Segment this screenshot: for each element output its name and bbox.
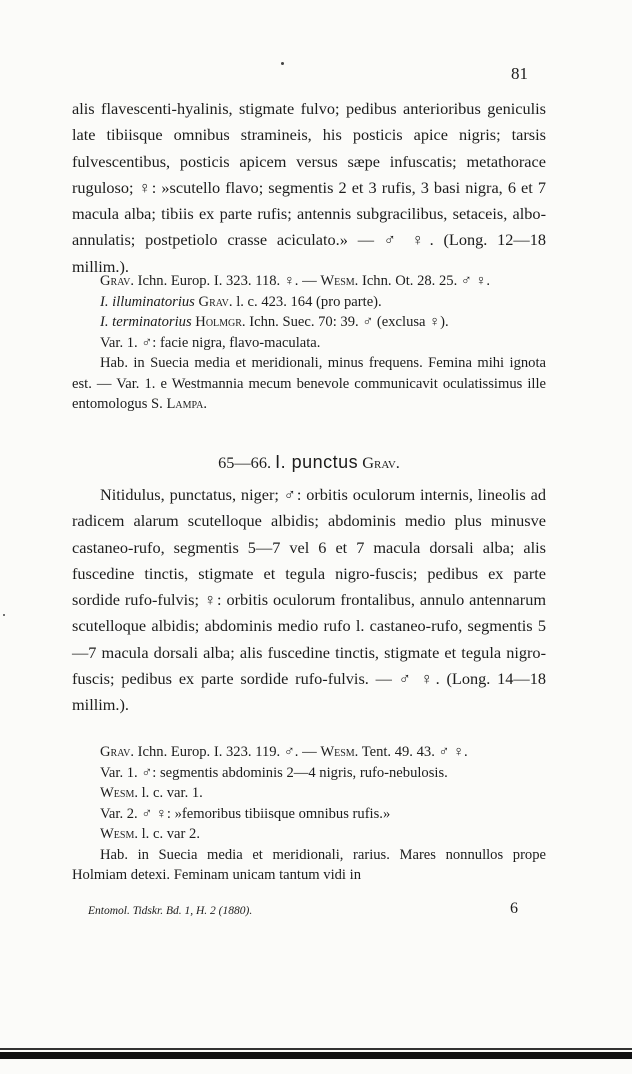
bottom-rule bbox=[0, 1052, 632, 1059]
author-grav: Grav. bbox=[100, 744, 135, 760]
habitat-2: Hab. in Suecia media et meridionali, rarius. Mares nonnullos prope Holmiam detexi. Feminam unicam tantum vidi in bbox=[72, 846, 546, 883]
author-wesm: Wesm. bbox=[320, 273, 359, 289]
author-holmgr: Holmgr. bbox=[195, 314, 246, 330]
speck-mark bbox=[3, 614, 5, 616]
text-block-1 bbox=[72, 96, 546, 280]
description-continued: alis flavescenti-hyalinis, stigmate fulvo; pedibus anterioribus geniculis late tibiisque omnibus stramineis, his posticis apice nigris; tarsis fulvescentibus, posticis apicem versus sæpe infuscatis; metathorace ruguloso; ♀: »scutello flavo; segmentis 2 et 3 rufis, 3 basi nigra, 6 et 7 macula alba; tibiis ex parte rufis; antennis subgracilibus, setaceis, albo-annulatis; postpetiolo crasse aciculato.» — ♂ ♀. (Long. 12—18 millim.). bbox=[72, 99, 546, 276]
species-heading bbox=[72, 452, 546, 473]
journal-reference: Entomol. Tidskr. Bd. 1, H. 2 (1880). bbox=[88, 905, 253, 917]
reference-text: Ichn. Suec. 70: 39. ♂ (exclusa ♀). bbox=[245, 314, 449, 330]
reference-grav-wesm bbox=[72, 271, 546, 292]
references-block-2 bbox=[72, 742, 546, 886]
signature-mark: 6 bbox=[510, 900, 518, 917]
species-title: I. punctus bbox=[275, 452, 359, 472]
reference-illuminatorius bbox=[72, 292, 546, 313]
variety-2: Var. 2. ♂ ♀: »femoribus tibiisque omnibus rufis.» bbox=[100, 805, 391, 822]
reference-text: Ichn. Ot. 28. 25. ♂ ♀. bbox=[358, 273, 491, 289]
reference-wesm-var2 bbox=[72, 824, 546, 845]
variety-1: Var. 1. ♂: facie nigra, flavo-maculata. bbox=[100, 334, 321, 351]
species-name: I. illuminatorius bbox=[100, 293, 195, 310]
page-footer bbox=[88, 900, 548, 917]
species-name: I. terminatorius bbox=[100, 314, 192, 330]
author-wesm: Wesm. bbox=[100, 826, 138, 842]
species-author: Grav. bbox=[362, 453, 400, 472]
reference-text: Ichn. Europ. I. 323. 119. ♂. — bbox=[134, 744, 321, 760]
author-grav: Grav. bbox=[100, 273, 135, 289]
species-number: 65—66. bbox=[218, 453, 272, 472]
reference-wesm-var1 bbox=[72, 783, 546, 804]
species-description: Nitidulus, punctatus, niger; ♂: orbitis oculorum internis, lineolis ad radicem alarum scutelloque albidis; abdominis medio plus minusve castaneo-rufo, segmentis 5—7 vel 6 et 7 macula dorsali alba; alis fuscedine tinctis, stigmate et tegula nigro-fuscis; pedibus ex parte sordide rufo-fulvis; ♀: orbitis oculorum frontalibus, annulo antennarum scutelloque albidis; abdominis medio rufo l. castaneo-rufo, segmentis 5—7 macula dorsali alba; alis fuscedine tinctis, stigmate et tegula nigro-fuscis; pedibus ex parte sordide rufo-fulvis. — ♂ ♀. (Long. 14—18 millim.). bbox=[72, 485, 546, 715]
reference-grav-wesm-2 bbox=[72, 742, 546, 763]
author-wesm: Wesm. bbox=[320, 744, 359, 760]
reference-text: Ichn. Europ. I. 323. 118. ♀. — bbox=[134, 273, 321, 289]
references-block-1 bbox=[72, 271, 546, 415]
habitat-end: . bbox=[203, 396, 208, 412]
variety-1b: Var. 1. ♂: segmentis abdominis 2—4 nigris, rufo-nebulosis. bbox=[100, 764, 448, 781]
text-block-2 bbox=[72, 482, 546, 719]
reference-text: l. c. var. 1. bbox=[137, 785, 203, 801]
reference-text: l. c. 423. 164 (pro parte). bbox=[232, 293, 382, 310]
bottom-rule-thin bbox=[0, 1048, 632, 1050]
reference-terminatorius bbox=[72, 312, 546, 333]
habitat-text: Hab. in Suecia media et meridionali, minus frequens. Femina mihi ignota est. — Var. 1. e Westmannia mecum benevole communicavit oculatissimus ille entomologus S. bbox=[72, 355, 546, 412]
collector-lampa: Lampa bbox=[166, 396, 204, 412]
habitat-1 bbox=[72, 353, 546, 415]
author-grav: Grav. bbox=[198, 293, 233, 310]
reference-text: Tent. 49. 43. ♂ ♀. bbox=[358, 744, 468, 760]
author-wesm: Wesm. bbox=[100, 785, 138, 801]
speck-mark bbox=[281, 62, 284, 65]
reference-text: l. c. var 2. bbox=[137, 826, 200, 842]
page-number: 81 bbox=[511, 64, 528, 83]
